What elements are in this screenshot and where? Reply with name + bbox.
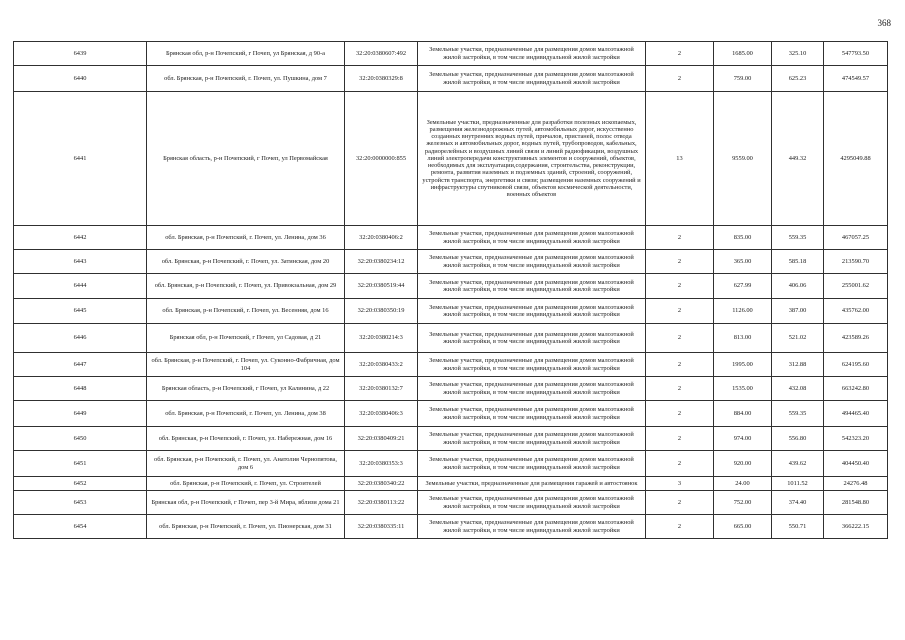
cell-row-number: 6452 <box>14 477 147 491</box>
cell-address: Брянская область, р-н Почепский, г Почеп, ул Первомайская <box>147 92 345 226</box>
cell-specific-value: 559.35 <box>772 226 824 250</box>
cell-row-number: 6445 <box>14 299 147 324</box>
cell-address: обл. Брянская, р-н Почепский, г. Почеп, ул. Анатолия Чернопятова, дом 6 <box>147 451 345 477</box>
table-row <box>14 66 888 92</box>
cell-row-number: 6439 <box>14 42 147 66</box>
cell-area: 759.00 <box>714 66 772 92</box>
cell-land-use: Земельные участки, предназначенные для размещения домов малоэтажной жилой застройки, в том числе индивидуальной жилой застройки <box>418 274 646 299</box>
cell-cadastral-value: 423589.26 <box>824 324 888 353</box>
cell-area: 365.00 <box>714 250 772 274</box>
cell-land-use: Земельные участки, предназначенные для размещения домов малоэтажной жилой застройки, в том числе индивидуальной жилой застройки <box>418 377 646 401</box>
table-row <box>14 401 888 427</box>
cell-cadastral-number: 32:20:0380406:2 <box>345 226 418 250</box>
cell-cadastral-number: 32:20:0380234:12 <box>345 250 418 274</box>
cell-cadastral-number: 32:20:0380214:3 <box>345 324 418 353</box>
cell-address: обл. Брянская, р-н Почепский, г. Почеп, ул. Пионерская, дом 31 <box>147 515 345 539</box>
land-registry-table <box>13 41 888 539</box>
cell-row-number: 6446 <box>14 324 147 353</box>
cell-address: обл. Брянская, р-н Почепский, г. Почеп, ул. Привокзальная, дом 29 <box>147 274 345 299</box>
cell-cadastral-value: 281548.80 <box>824 491 888 515</box>
cell-use-group: 2 <box>646 377 714 401</box>
table-row <box>14 491 888 515</box>
cell-cadastral-value: 435762.00 <box>824 299 888 324</box>
cell-row-number: 6447 <box>14 353 147 377</box>
cell-cadastral-value: 474549.57 <box>824 66 888 92</box>
cell-row-number: 6454 <box>14 515 147 539</box>
cell-specific-value: 439.62 <box>772 451 824 477</box>
cell-use-group: 2 <box>646 324 714 353</box>
cell-specific-value: 559.35 <box>772 401 824 427</box>
cell-land-use: Земельные участки, предназначенные для размещения гаражей и автостоянок <box>418 477 646 491</box>
cell-cadastral-number: 32:20:0380519:44 <box>345 274 418 299</box>
table-body <box>14 42 888 539</box>
cell-address: обл. Брянская, р-н Почепский, г. Почеп, ул. Суконно-Фабричная, дом 104 <box>147 353 345 377</box>
cell-address: Брянская область, р-н Почепский, г Почеп, ул Калинина, д 22 <box>147 377 345 401</box>
cell-row-number: 6450 <box>14 427 147 451</box>
cell-use-group: 2 <box>646 451 714 477</box>
table-row <box>14 451 888 477</box>
cell-cadastral-number: 32:20:0380335:11 <box>345 515 418 539</box>
cell-use-group: 2 <box>646 250 714 274</box>
cell-cadastral-value: 467057.25 <box>824 226 888 250</box>
cell-row-number: 6449 <box>14 401 147 427</box>
cell-cadastral-number: 32:20:0380329:8 <box>345 66 418 92</box>
cell-use-group: 2 <box>646 42 714 66</box>
table-row <box>14 324 888 353</box>
table-row <box>14 299 888 324</box>
cell-row-number: 6453 <box>14 491 147 515</box>
cell-cadastral-number: 32:20:0000000:855 <box>345 92 418 226</box>
cell-specific-value: 1011.52 <box>772 477 824 491</box>
cell-cadastral-value: 366222.15 <box>824 515 888 539</box>
cell-area: 813.00 <box>714 324 772 353</box>
table-row <box>14 377 888 401</box>
cell-area: 752.00 <box>714 491 772 515</box>
cell-row-number: 6448 <box>14 377 147 401</box>
cell-specific-value: 406.06 <box>772 274 824 299</box>
cell-cadastral-number: 32:20:0380350:19 <box>345 299 418 324</box>
cell-row-number: 6443 <box>14 250 147 274</box>
cell-cadastral-number: 32:20:0380409:21 <box>345 427 418 451</box>
cell-specific-value: 387.00 <box>772 299 824 324</box>
page-number: 368 <box>877 18 891 28</box>
table-row <box>14 515 888 539</box>
cell-cadastral-number: 32:20:0380607:492 <box>345 42 418 66</box>
cell-cadastral-value: 255001.62 <box>824 274 888 299</box>
cell-specific-value: 585.18 <box>772 250 824 274</box>
cell-use-group: 2 <box>646 66 714 92</box>
cell-specific-value: 521.02 <box>772 324 824 353</box>
cell-cadastral-value: 4295049.88 <box>824 92 888 226</box>
cell-use-group: 2 <box>646 299 714 324</box>
cell-address: обл. Брянская, р-н Почепский, г. Почеп, ул. Ленина, дом 38 <box>147 401 345 427</box>
cell-row-number: 6440 <box>14 66 147 92</box>
cell-use-group: 2 <box>646 427 714 451</box>
cell-land-use: Земельные участки, предназначенные для разработки полезных ископаемых, размещения железнодорожных путей, автомобильных дорог, искусственно созданных внутренних водных путей, причалов, пристаней, полос отвода железных и автомобильных дорог, водных путей, трубопроводов, кабельных, радиорелейных и воздушных линий связи и линий радиофикации, воздушных линий электропередачи конструктивных элементов и сооружений, объектов, необходимых для эксплуатации,содержания, строительства, реконструкции, ремонта, развития наземных и подземных зданий, строений, сооружений, устройств транспорта, энергетики и связи; размещения наземных сооружений и инфраструктуры спутниковой связи, объектов космической деятельности, военных объектов <box>418 92 646 226</box>
cell-area: 1995.00 <box>714 353 772 377</box>
cell-cadastral-value: 542323.20 <box>824 427 888 451</box>
cell-use-group: 2 <box>646 353 714 377</box>
cell-row-number: 6444 <box>14 274 147 299</box>
cell-land-use: Земельные участки, предназначенные для размещения домов малоэтажной жилой застройки, в том числе индивидуальной жилой застройки <box>418 427 646 451</box>
cell-address: Брянская обл, р-н Почепский, г Почеп, ул Брянская, д 90-а <box>147 42 345 66</box>
cell-use-group: 2 <box>646 274 714 299</box>
cell-cadastral-value: 213590.70 <box>824 250 888 274</box>
cell-cadastral-value: 24276.48 <box>824 477 888 491</box>
cell-area: 665.00 <box>714 515 772 539</box>
cell-specific-value: 432.08 <box>772 377 824 401</box>
cell-area: 24.00 <box>714 477 772 491</box>
cell-use-group: 2 <box>646 515 714 539</box>
cell-cadastral-number: 32:20:0380353:3 <box>345 451 418 477</box>
table-row <box>14 477 888 491</box>
cell-area: 835.00 <box>714 226 772 250</box>
table-row <box>14 250 888 274</box>
cell-land-use: Земельные участки, предназначенные для размещения домов малоэтажной жилой застройки, в том числе индивидуальной жилой застройки <box>418 299 646 324</box>
cell-area: 1685.00 <box>714 42 772 66</box>
cell-cadastral-number: 32:20:0380433:2 <box>345 353 418 377</box>
cell-cadastral-value: 404450.40 <box>824 451 888 477</box>
cell-use-group: 13 <box>646 92 714 226</box>
cell-cadastral-value: 547793.50 <box>824 42 888 66</box>
cell-area: 1126.00 <box>714 299 772 324</box>
cell-specific-value: 325.10 <box>772 42 824 66</box>
cell-specific-value: 449.32 <box>772 92 824 226</box>
cell-land-use: Земельные участки, предназначенные для размещения домов малоэтажной жилой застройки, в том числе индивидуальной жилой застройки <box>418 515 646 539</box>
cell-use-group: 2 <box>646 226 714 250</box>
cell-specific-value: 556.80 <box>772 427 824 451</box>
cell-cadastral-value: 663242.80 <box>824 377 888 401</box>
cell-row-number: 6451 <box>14 451 147 477</box>
cell-specific-value: 550.71 <box>772 515 824 539</box>
cell-address: обл. Брянская, р-н Почепский, г. Почеп, ул. Весенняя, дом 16 <box>147 299 345 324</box>
table-row <box>14 42 888 66</box>
cell-specific-value: 374.40 <box>772 491 824 515</box>
table-row <box>14 226 888 250</box>
cell-address: обл. Брянская, р-н Почепский, г. Почеп, ул. Ленина, дом 36 <box>147 226 345 250</box>
cell-address: обл. Брянская, р-н Почепский, г. Почеп, ул. Набережная, дом 16 <box>147 427 345 451</box>
cell-row-number: 6441 <box>14 92 147 226</box>
cell-land-use: Земельные участки, предназначенные для размещения домов малоэтажной жилой застройки, в том числе индивидуальной жилой застройки <box>418 353 646 377</box>
table-row <box>14 274 888 299</box>
cell-use-group: 3 <box>646 477 714 491</box>
cell-land-use: Земельные участки, предназначенные для размещения домов малоэтажной жилой застройки, в том числе индивидуальной жилой застройки <box>418 226 646 250</box>
cell-specific-value: 625.23 <box>772 66 824 92</box>
cell-address: обл. Брянская, р-н Почепский, г. Почеп, ул. Затинская, дом 20 <box>147 250 345 274</box>
cell-row-number: 6442 <box>14 226 147 250</box>
table-row <box>14 427 888 451</box>
cell-cadastral-value: 624195.60 <box>824 353 888 377</box>
cell-area: 1535.00 <box>714 377 772 401</box>
cell-address: обл. Брянская, р-н Почепский, г. Почеп, ул. Строителей <box>147 477 345 491</box>
cell-area: 884.00 <box>714 401 772 427</box>
cell-land-use: Земельные участки, предназначенные для размещения домов малоэтажной жилой застройки, в том числе индивидуальной жилой застройки <box>418 401 646 427</box>
cell-land-use: Земельные участки, предназначенные для размещения домов малоэтажной жилой застройки, в том числе индивидуальной жилой застройки <box>418 491 646 515</box>
cell-cadastral-number: 32:20:0380340:22 <box>345 477 418 491</box>
cell-cadastral-number: 32:20:0380113:22 <box>345 491 418 515</box>
cell-address: обл. Брянская, р-н Почепский, г. Почеп, ул. Пушкина, дом 7 <box>147 66 345 92</box>
table-row <box>14 92 888 226</box>
cell-land-use: Земельные участки, предназначенные для размещения домов малоэтажной жилой застройки, в том числе индивидуальной жилой застройки <box>418 250 646 274</box>
cell-cadastral-value: 494465.40 <box>824 401 888 427</box>
cell-area: 9559.00 <box>714 92 772 226</box>
table-row <box>14 353 888 377</box>
cell-land-use: Земельные участки, предназначенные для размещения домов малоэтажной жилой застройки, в том числе индивидуальной жилой застройки <box>418 324 646 353</box>
cell-use-group: 2 <box>646 401 714 427</box>
cell-area: 627.99 <box>714 274 772 299</box>
cell-cadastral-number: 32:20:0380132:7 <box>345 377 418 401</box>
cell-land-use: Земельные участки, предназначенные для размещения домов малоэтажной жилой застройки, в том числе индивидуальной жилой застройки <box>418 66 646 92</box>
cell-specific-value: 312.88 <box>772 353 824 377</box>
cell-address: Брянская обл, р-н Почепский, г Почеп, пер 3-й Мира, вблизи дома 21 <box>147 491 345 515</box>
cell-land-use: Земельные участки, предназначенные для размещения домов малоэтажной жилой застройки, в том числе индивидуальной жилой застройки <box>418 451 646 477</box>
cell-area: 974.00 <box>714 427 772 451</box>
cell-land-use: Земельные участки, предназначенные для размещения домов малоэтажной жилой застройки, в том числе индивидуальной жилой застройки <box>418 42 646 66</box>
cell-address: Брянская обл, р-н Почепский, г Почеп, ул Садовая, д 21 <box>147 324 345 353</box>
cell-use-group: 2 <box>646 491 714 515</box>
cell-cadastral-number: 32:20:0380406:3 <box>345 401 418 427</box>
cell-area: 920.00 <box>714 451 772 477</box>
